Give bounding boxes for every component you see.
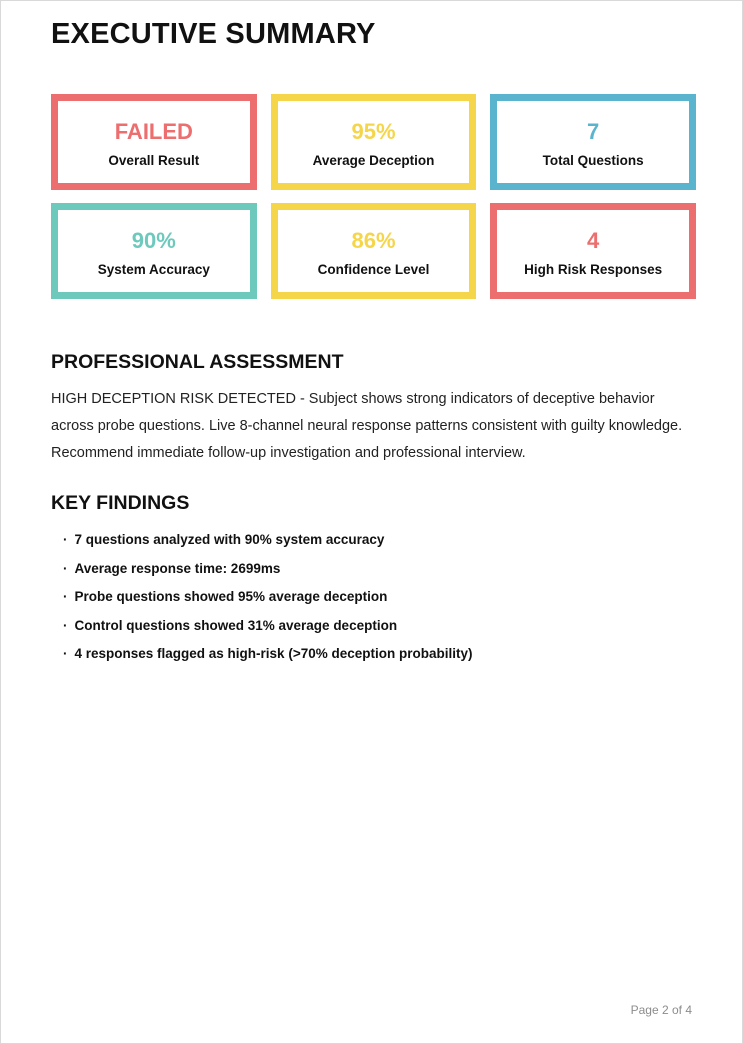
stat-label-total-questions: Total Questions	[542, 152, 644, 168]
stat-value-high-risk-responses: 4	[587, 227, 600, 253]
finding-item: · Probe questions showed 95% average deception	[63, 588, 696, 606]
stat-label-high-risk-responses: High Risk Responses	[524, 261, 663, 277]
stat-card-average-deception	[271, 94, 477, 190]
finding-item: · 7 questions analyzed with 90% system accuracy	[63, 531, 696, 549]
stat-value-confidence-level: 86%	[351, 227, 396, 253]
stat-label-system-accuracy: System Accuracy	[97, 261, 210, 277]
stat-label-average-deception: Average Deception	[312, 152, 435, 168]
stat-card-total-questions	[490, 94, 696, 190]
finding-item: · 4 responses flagged as high-risk (>70% deception probability)	[63, 645, 696, 663]
stat-label-confidence-level: Confidence Level	[317, 261, 430, 277]
assessment-heading: PROFESSIONAL ASSESSMENT	[51, 351, 344, 373]
stat-card-system-accuracy	[51, 203, 257, 299]
findings-heading: KEY FINDINGS	[51, 492, 190, 514]
finding-item: · Control questions showed 31% average deception	[63, 617, 696, 635]
page-title: EXECUTIVE SUMMARY	[51, 18, 376, 50]
findings-list	[51, 531, 696, 663]
stat-card-confidence-level	[271, 203, 477, 299]
stat-card-high-risk-responses	[490, 203, 696, 299]
summary-cards	[51, 94, 696, 299]
assessment-body: HIGH DECEPTION RISK DETECTED - Subject shows strong indicators of deceptive behavior across probe questions. Live 8-channel neural response patterns consistent with guilty knowledge. Recommend immediate follow-up investigation and professional interview.	[51, 391, 683, 461]
stat-value-average-deception: 95%	[351, 118, 396, 144]
stat-value-system-accuracy: 90%	[131, 227, 176, 253]
stat-card-overall-result	[51, 94, 257, 190]
stat-value-overall-result: FAILED	[114, 118, 193, 144]
stat-value-total-questions: 7	[587, 118, 600, 144]
page-number: Page 2 of 4	[630, 1003, 692, 1017]
finding-item: · Average response time: 2699ms	[63, 560, 696, 578]
stat-label-overall-result: Overall Result	[108, 152, 200, 168]
